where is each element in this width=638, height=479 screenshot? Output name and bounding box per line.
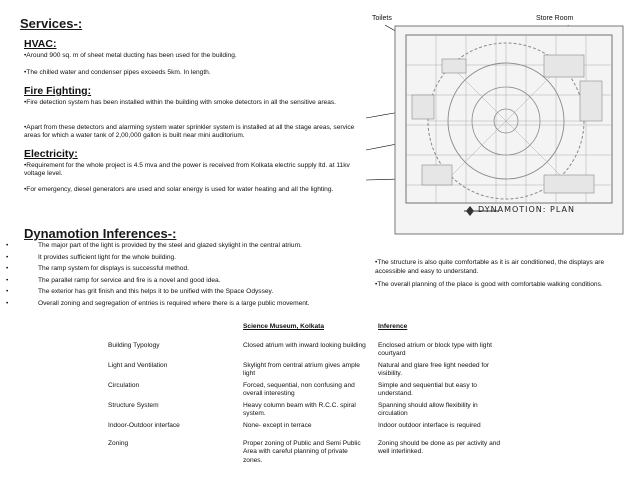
plan-caption: DYNAMOTION: PLAN (478, 205, 575, 214)
electricity-point: •Requirement for the whole project is 4.5 mva and the power is received from Kolkata electric supply ltd. at 11kv voltage level. (24, 162, 350, 177)
table-cell-museum: Skylight from central atrium gives ample light (243, 362, 360, 378)
table-cell-museum: None- except in terrace (243, 422, 312, 429)
table-row-label: Building Typology (108, 342, 160, 349)
hvac-point: •Around 900 sq. m of sheet metal ducting has been used for the building. (24, 52, 237, 59)
table-row-label: Zoning (108, 440, 129, 447)
table-cell-inference: Spanning should allow flexibility in circulation (378, 402, 478, 418)
table-header-museum: Science Museum, Kolkata (243, 323, 324, 330)
table-cell-museum: Proper zoning of Public and Semi Public Area with careful planning of private zones. (243, 440, 361, 464)
fire-point: •Fire detection system has been installed within the building with smoke detectors in all the sensitive areas. (24, 99, 337, 106)
inference-item: • The ramp system for displays is successful method. (6, 263, 366, 275)
right-note: •The structure is also quite comfortable as it is air conditioned, the displays are accessible and easy to understand. (375, 259, 605, 275)
table-cell-museum: Heavy column beam with R.C.C. spiral system. (243, 402, 356, 418)
table-cell-museum: Forced, sequential, non confusing and overall interesting (243, 382, 355, 398)
toilets-label: Toilets (372, 15, 392, 22)
inferences-title: Dynamotion Inferences-: (24, 226, 177, 241)
electricity-point: •For emergency, diesel generators are used and solar energy is used for water heating and all the lighting. (24, 186, 334, 193)
right-note: •The overall planning of the place is good with comfortable walking conditions. (375, 281, 603, 288)
table-header-inference: Inference (378, 323, 408, 330)
table-cell-inference: Simple and sequential but easy to understand. (378, 382, 477, 398)
dynamotion-plan-drawing (394, 25, 624, 235)
electricity-heading: Electricity: (24, 148, 78, 160)
fire-heading: Fire Fighting: (24, 85, 92, 97)
table-cell-inference: Zoning should be done as per activity and well interlinked. (378, 440, 501, 456)
inference-item: • It provides sufficient light for the whole building. (6, 252, 366, 264)
table-cell-inference: Enclosed atrium or block type with light courtyard (378, 342, 492, 358)
table-row-label: Indoor-Outdoor interface (108, 422, 180, 429)
inference-item: • The parallel ramp for service and fire is a novel and good idea. (6, 275, 366, 287)
hvac-heading: HVAC: (24, 38, 57, 50)
table-cell-inference: Indoor outdoor interface is required (378, 422, 481, 429)
fire-point: •Apart from these detectors and alarming system water sprinkler system is installed at all the stage areas, service areas for which a water tank of 2,00,000 gallon is built near mini auditorium. (24, 124, 355, 139)
table-cell-museum: Closed atrium with inward looking building (243, 342, 366, 349)
table-row-label: Circulation (108, 382, 140, 389)
store-room-label: Store Room (536, 15, 574, 22)
inference-item: • Overall zoning and segregation of entries is required where there is a large public movement. (6, 298, 366, 310)
inferences-list (6, 240, 366, 310)
table-cell-inference: Natural and glare free light needed for visibility. (378, 362, 490, 378)
table-row-label: Structure System (108, 402, 159, 409)
inference-item: • The major part of the light is provided by the steel and glazed skylight in the central atrium. (6, 240, 366, 252)
services-title: Services-: (20, 16, 83, 31)
inference-item: • The exterior has grit finish and this helps it to be unified with the Space Odyssey. (6, 286, 366, 298)
hvac-point: •The chilled water and condenser pipes exceeds 5km. In length. (24, 69, 211, 76)
table-row-label: Light and Ventilation (108, 362, 168, 369)
